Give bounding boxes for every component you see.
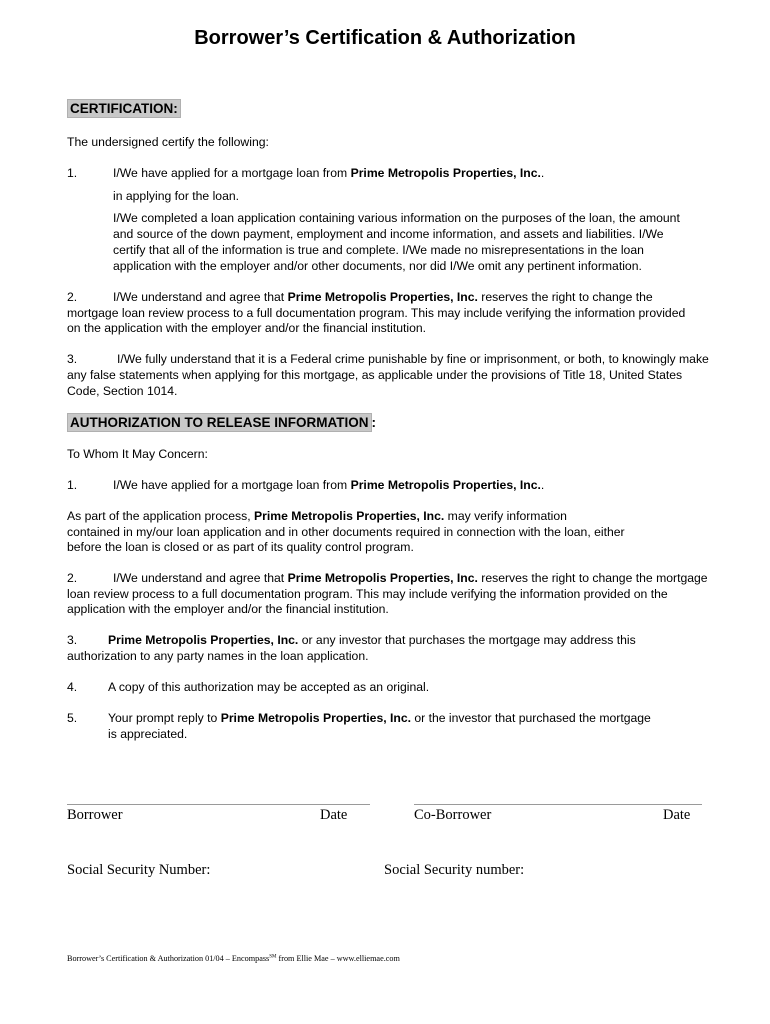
coborrower-signature-line[interactable] bbox=[414, 804, 702, 805]
page-footer: Borrower’s Certification & Authorization 01/04 – Encompass℠ from Ellie Mae – www.elliemae.com bbox=[67, 954, 400, 963]
cert-item3-line3: Code, Section 1014. bbox=[67, 384, 178, 398]
borrower-label: Borrower bbox=[67, 807, 123, 823]
certification-intro: The undersigned certify the following: bbox=[67, 135, 269, 149]
cert-item2-line2: mortgage loan review process to a full documentation program. This may include verifying the information provided bbox=[67, 306, 686, 320]
cert-item1-line1: I/We have applied for a mortgage loan from Prime Metropolis Properties, Inc.. bbox=[113, 166, 545, 180]
company-name: Prime Metropolis Properties, Inc. bbox=[350, 166, 541, 180]
auth-item3-line1: Prime Metropolis Properties, Inc. or any investor that purchases the mortgage may address this bbox=[108, 633, 636, 647]
cert-item3-line1: I/We fully understand that it is a Federal crime punishable by fine or imprisonment, or both, to knowingly make bbox=[117, 352, 709, 366]
company-name: Prime Metropolis Properties, Inc. bbox=[287, 571, 478, 585]
authorization-intro: To Whom It May Concern: bbox=[67, 447, 208, 461]
page-title: Borrower’s Certification & Authorization bbox=[194, 27, 576, 49]
cert-item1-para-line2: and source of the down payment, employment and income information, and assets and liabilities. I/We bbox=[113, 227, 664, 241]
auth-item2-number: 2. bbox=[67, 571, 78, 585]
coborrower-date-label: Date bbox=[663, 807, 691, 823]
coborrower-label: Co-Borrower bbox=[414, 807, 492, 823]
auth-item2-line2: loan review process to a full documentation program. This may include verifying the information provided on the bbox=[67, 587, 668, 601]
cert-item3-line2: any false statements when applying for this mortgage, as applicable under the provisions of Title 18, United States bbox=[67, 368, 683, 382]
auth-item3-number: 3. bbox=[67, 633, 78, 647]
auth-item1-number: 1. bbox=[67, 478, 78, 492]
authorization-header-row: AUTHORIZATION TO RELEASE INFORMATION : bbox=[67, 413, 376, 432]
cert-item1-para-line3: certify that all of the information is true and complete. I/We made no misrepresentations in the loan bbox=[113, 243, 644, 257]
cert-item2-line3: on the application with the employer and/or the financial institution. bbox=[67, 321, 427, 335]
auth-item5-line2: is appreciated. bbox=[108, 727, 188, 741]
company-name: Prime Metropolis Properties, Inc. bbox=[287, 290, 478, 304]
authorization-header: AUTHORIZATION TO RELEASE INFORMATION bbox=[67, 413, 372, 432]
cert-item1-para-line4: application with the employer and/or other documents, nor did I/We omit any pertinent information. bbox=[113, 259, 642, 273]
auth-item1-line1: I/We have applied for a mortgage loan from Prime Metropolis Properties, Inc.. bbox=[113, 478, 545, 492]
auth-item3-line2: authorization to any party names in the loan application. bbox=[67, 649, 369, 663]
cert-item1-line2: in applying for the loan. bbox=[113, 189, 240, 203]
company-name: Prime Metropolis Properties, Inc. bbox=[253, 509, 445, 523]
certification-header: CERTIFICATION: bbox=[67, 99, 181, 118]
coborrower-ssn-label: Social Security number: bbox=[384, 862, 525, 878]
auth-item5-number: 5. bbox=[67, 711, 78, 725]
cert-item1-para-line1: I/We completed a loan application containing various information on the purposes of the loan, the amount bbox=[113, 211, 680, 225]
auth-para-line1: As part of the application process, Prime Metropolis Properties, Inc. may verify information bbox=[67, 509, 567, 523]
auth-item2-line1: I/We understand and agree that Prime Metropolis Properties, Inc. reserves the right to change the mortgage bbox=[113, 571, 708, 585]
company-name: Prime Metropolis Properties, Inc. bbox=[350, 478, 541, 492]
borrower-date-label: Date bbox=[320, 807, 348, 823]
company-name: Prime Metropolis Properties, Inc. bbox=[108, 633, 299, 647]
auth-para-line2: contained in my/our loan application and in other documents required in connection with the loan, either bbox=[67, 525, 625, 539]
borrower-signature-line[interactable] bbox=[67, 804, 370, 805]
cert-item2-number: 2. bbox=[67, 290, 78, 304]
cert-item2-line1: I/We understand and agree that Prime Metropolis Properties, Inc. reserves the right to change the bbox=[113, 290, 653, 304]
auth-para-line3: before the loan is closed or as part of its quality control program. bbox=[67, 540, 414, 554]
cert-item1-number: 1. bbox=[67, 166, 78, 180]
company-name: Prime Metropolis Properties, Inc. bbox=[220, 711, 411, 725]
borrower-ssn-label: Social Security Number: bbox=[67, 862, 211, 878]
auth-item5-line1: Your prompt reply to Prime Metropolis Properties, Inc. or the investor that purchased the mortgage bbox=[108, 711, 651, 725]
auth-item4-line1: A copy of this authorization may be accepted as an original. bbox=[108, 680, 430, 694]
cert-item3-number: 3. bbox=[67, 352, 78, 366]
auth-item4-number: 4. bbox=[67, 680, 78, 694]
auth-item2-line3: application with the employer and/or the financial institution. bbox=[67, 602, 389, 616]
